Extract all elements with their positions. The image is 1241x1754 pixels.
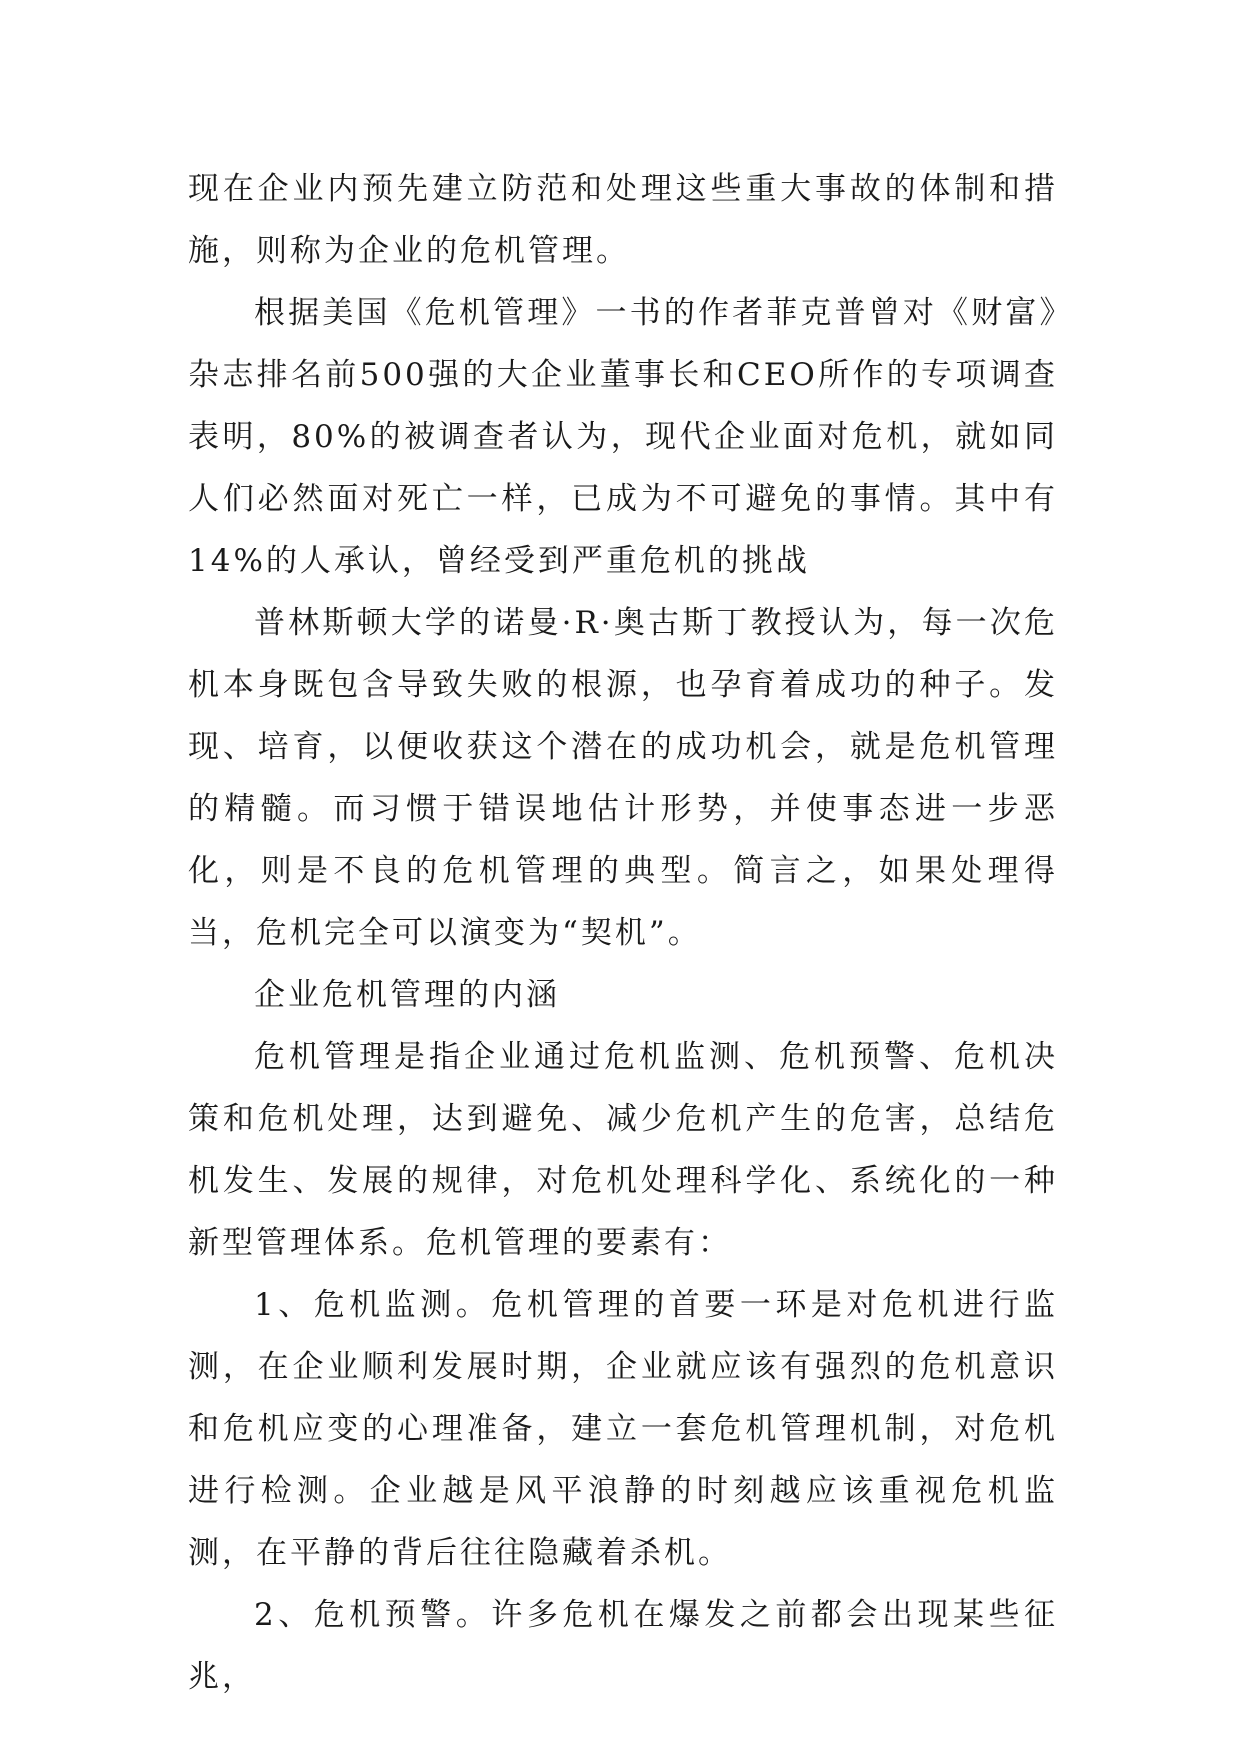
paragraph-2: 根据美国《危机管理》一书的作者菲克普曾对《财富》杂志排名前500强的大企业董事长和CEO所作的专项调查表明，80%的被调查者认为，现代企业面对危机，就如同人们必然面对死亡一样，已成为不可避免的事情。其中有14%的人承认，曾经受到严重危机的挑战 — [188, 295, 1058, 579]
list-item-2: 2、危机预警。许多危机在爆发之前都会出现某些征兆， — [188, 1597, 1058, 1695]
paragraph-1: 现在企业内预先建立防范和处理这些重大事故的体制和措施，则称为企业的危机管理。 — [188, 171, 1058, 269]
section-heading: 企业危机管理的内涵 — [254, 977, 560, 1013]
list-item-1: 1、危机监测。危机管理的首要一环是对危机进行监测，在企业顺利发展时期，企业就应该有强烈的危机意识和危机应变的心理准备，建立一套危机管理机制，对危机进行检测。企业越是风平浪静的时刻越应该重视危机监测，在平静的背后往往隐藏着杀机。 — [188, 1287, 1058, 1571]
document-body — [188, 158, 1058, 1708]
paragraph-4: 危机管理是指企业通过危机监测、危机预警、危机决策和危机处理，达到避免、减少危机产生的危害，总结危机发生、发展的规律，对危机处理科学化、系统化的一种新型管理体系。危机管理的要素有： — [188, 1039, 1058, 1261]
paragraph-3: 普林斯顿大学的诺曼·R·奥古斯丁教授认为，每一次危机本身既包含导致失败的根源，也孕育着成功的种子。发现、培育，以便收获这个潜在的成功机会，就是危机管理的精髓。而习惯于错误地估计形势，并使事态进一步恶化，则是不良的危机管理的典型。简言之，如果处理得当，危机完全可以演变为“契机”。 — [188, 605, 1058, 951]
